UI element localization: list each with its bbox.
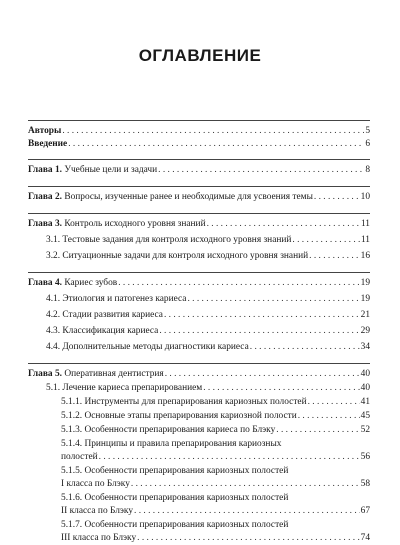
toc-entry-label: 4.4. Дополнительные методы диагностики кариеса — [46, 342, 249, 352]
toc-page-number: 19 — [360, 278, 370, 288]
toc-page-number: 21 — [360, 310, 370, 320]
chapter-number: Глава 5. — [28, 369, 62, 379]
toc-entry-chapter-4[interactable] — [28, 277, 370, 290]
toc-entry-label: 5.1.1. Инструменты для препарирования кариозных полостей — [61, 397, 307, 407]
toc-page-number: 40 — [360, 383, 370, 393]
toc-group-chapter-1 — [28, 159, 370, 186]
toc-entry-label: 5.1. Лечение кариеса препарированием — [46, 383, 203, 393]
toc-leader-dots — [207, 218, 360, 231]
toc-entry-label: 4.2. Стадии развития кариеса — [46, 310, 163, 320]
toc-entry-label — [28, 218, 206, 231]
toc-leader-dots — [68, 138, 364, 151]
toc-entry-label — [28, 277, 117, 290]
toc-entry-chapter-3[interactable] — [28, 218, 370, 231]
toc-page-number: 8 — [365, 165, 370, 175]
table-of-contents — [28, 120, 370, 545]
chapter-number: Глава 4. — [28, 278, 62, 288]
toc-entry-section-5-1-4[interactable] — [28, 438, 370, 464]
toc-entry-section-4-4[interactable] — [28, 341, 370, 354]
toc-leader-dots — [308, 396, 360, 409]
toc-page-number: 10 — [360, 192, 370, 202]
toc-leader-dots — [99, 451, 360, 464]
toc-leader-dots — [159, 325, 359, 338]
toc-entry-row — [28, 451, 370, 464]
toc-entry-label: I класса по Блэку — [61, 479, 130, 489]
toc-leader-dots — [276, 424, 359, 437]
toc-entry-label-line: 5.1.6. Особенности препарирования кариозных полостей — [61, 493, 289, 503]
toc-page-number: 56 — [360, 452, 370, 462]
toc-page-number: 40 — [360, 369, 370, 379]
toc-entry-label: 5.1.2. Основные этапы препарирования кариозной полости — [61, 411, 297, 421]
toc-page-number: 19 — [360, 294, 370, 304]
toc-leader-dots — [309, 250, 359, 263]
toc-entry-label: 4.3. Классификация кариеса — [46, 326, 159, 336]
toc-entry-introduction[interactable] — [28, 138, 370, 151]
toc-page-number: 29 — [360, 326, 370, 336]
toc-entry-label: Авторы — [28, 126, 62, 136]
chapter-title: Кариес зубов — [61, 278, 118, 288]
toc-entry-authors[interactable] — [28, 125, 370, 138]
toc-entry-section-5-1-1[interactable] — [28, 396, 370, 409]
toc-entry-label — [28, 164, 157, 177]
chapter-title: Контроль исходного уровня знаний — [61, 219, 206, 229]
toc-leader-dots — [158, 164, 364, 177]
toc-page-number: 52 — [360, 425, 370, 435]
toc-entry-section-5-1-6[interactable] — [28, 492, 370, 518]
toc-entry-label: 4.1. Этиология и патогенез кариеса — [46, 294, 187, 304]
toc-group-chapter-2 — [28, 186, 370, 213]
toc-leader-dots — [165, 368, 360, 381]
toc-entry-chapter-2[interactable] — [28, 191, 370, 204]
toc-leader-dots — [164, 309, 360, 322]
toc-entry-label: 5.1.3. Особенности препарирования кариеса по Блэку — [61, 425, 276, 435]
toc-leader-dots — [62, 125, 364, 138]
toc-page-number: 45 — [360, 411, 370, 421]
toc-leader-dots — [298, 410, 360, 423]
toc-entry-label: 3.2. Ситуационные задачи для контроля исходного уровня знаний — [46, 251, 309, 261]
toc-entry-chapter-1[interactable] — [28, 164, 370, 177]
toc-entry-section-5-1-5[interactable] — [28, 465, 370, 491]
toc-entry-label: II класса по Блэку — [61, 506, 134, 516]
toc-entry-section-3-1[interactable] — [28, 234, 370, 247]
chapter-number: Глава 1. — [28, 165, 62, 175]
toc-leader-dots — [131, 478, 360, 491]
toc-entry-label: полостей — [61, 452, 98, 462]
toc-leader-dots — [187, 293, 359, 306]
chapter-title: Оперативная дентистрия — [61, 369, 164, 379]
toc-group-chapter-5 — [28, 363, 370, 545]
toc-page-number: 74 — [360, 533, 370, 543]
toc-leader-dots — [292, 234, 360, 247]
toc-page-number: 34 — [360, 342, 370, 352]
toc-page-number: 67 — [360, 506, 370, 516]
toc-group-front-matter — [28, 120, 370, 159]
toc-group-chapter-4 — [28, 272, 370, 363]
toc-entry-label — [28, 368, 164, 381]
toc-entry-label: III класса по Блэку — [61, 533, 137, 543]
toc-leader-dots — [250, 341, 360, 354]
toc-page-number: 11 — [360, 235, 370, 245]
toc-entry-row — [28, 505, 370, 518]
toc-entry-section-3-2[interactable] — [28, 250, 370, 263]
toc-entry-label-line: 5.1.5. Особенности препарирования кариозных полостей — [61, 466, 289, 476]
toc-page-number: 11 — [360, 219, 370, 229]
chapter-number: Глава 2. — [28, 192, 62, 202]
chapter-number: Глава 3. — [28, 219, 62, 229]
toc-page-number: 58 — [360, 479, 370, 489]
toc-entry-label — [28, 191, 313, 204]
toc-entry-section-4-2[interactable] — [28, 309, 370, 322]
toc-entry-section-4-3[interactable] — [28, 325, 370, 338]
toc-entry-section-5-1[interactable] — [28, 382, 370, 395]
toc-entry-section-5-1-3[interactable] — [28, 424, 370, 437]
toc-page-number: 16 — [360, 251, 370, 261]
toc-leader-dots — [314, 191, 360, 204]
page-title: ОГЛАВЛЕНИЕ — [138, 46, 262, 65]
toc-leader-dots — [137, 532, 359, 545]
toc-entry-section-5-1-2[interactable] — [28, 410, 370, 423]
toc-page-number: 41 — [360, 397, 370, 407]
toc-leader-dots — [118, 277, 359, 290]
toc-entry-label: Введение — [28, 139, 68, 149]
toc-entry-row — [28, 532, 370, 545]
toc-entry-label: 3.1. Тестовые задания для контроля исходного уровня знаний — [46, 235, 292, 245]
toc-entry-label-line: 5.1.4. Принципы и правила препарирования кариозных — [61, 439, 282, 449]
chapter-title: Учебные цели и задачи — [61, 165, 158, 175]
toc-page-number: 6 — [365, 139, 370, 149]
toc-entry-row — [28, 478, 370, 491]
toc-entry-section-4-1[interactable] — [28, 293, 370, 306]
toc-leader-dots — [134, 505, 360, 518]
toc-entry-section-5-1-7[interactable] — [28, 519, 370, 545]
toc-entry-chapter-5[interactable] — [28, 368, 370, 381]
chapter-title: Вопросы, изученные ранее и необходимые для усвоения темы — [61, 192, 313, 202]
toc-page-number: 5 — [365, 126, 370, 136]
toc-group-chapter-3 — [28, 213, 370, 272]
toc-leader-dots — [203, 382, 359, 395]
toc-entry-label-line: 5.1.7. Особенности препарирования кариозных полостей — [61, 520, 289, 530]
